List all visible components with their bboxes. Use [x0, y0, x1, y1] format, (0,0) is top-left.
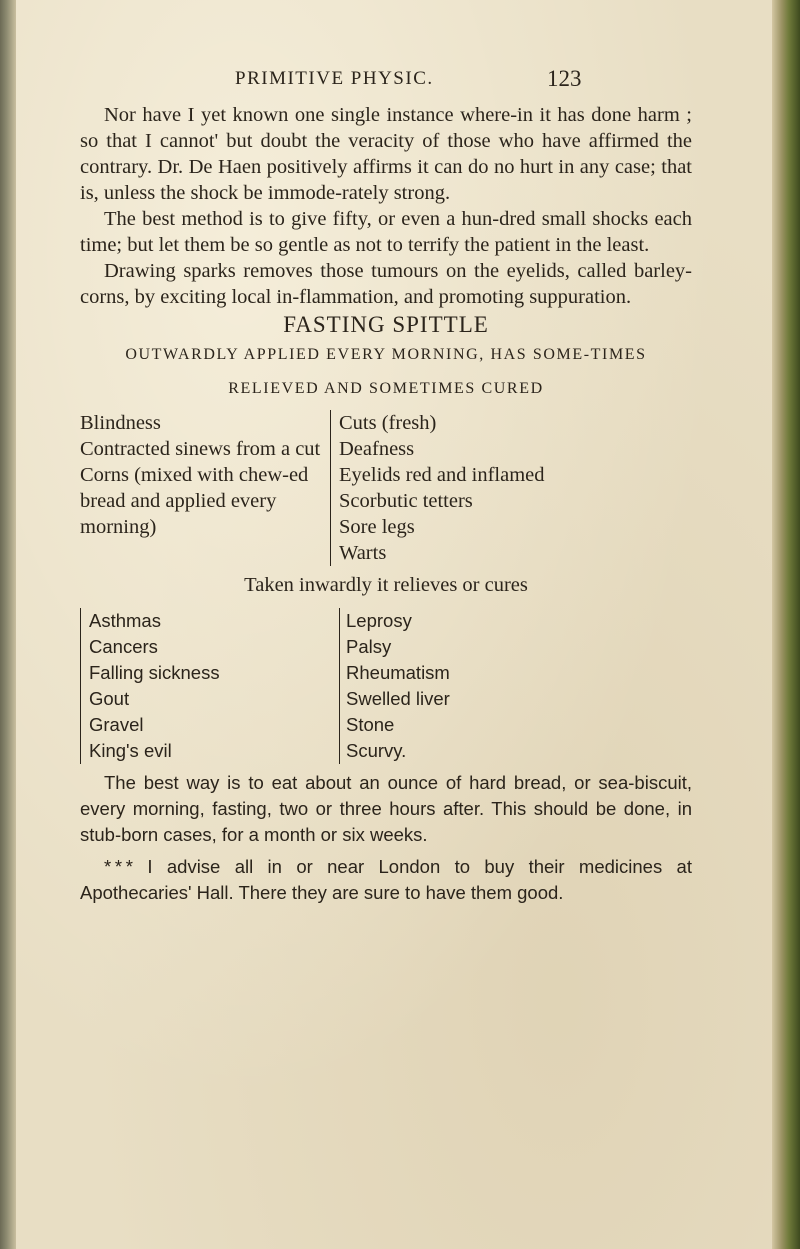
inward-heading: Taken inwardly it relieves or cures	[244, 574, 528, 596]
list-item: Leprosy	[346, 610, 412, 631]
paragraph-3: Drawing sparks removes those tumours on the eyelids, called barley-corns, by exciting local in-flammation, and promoting suppuration.	[80, 260, 692, 308]
list-item: Cuts (fresh)	[339, 412, 437, 434]
page-header	[0, 68, 800, 98]
list-item: Gout	[89, 688, 130, 709]
list-item: Gravel	[89, 714, 144, 735]
list-item: Contracted sinews from a cut	[80, 438, 321, 460]
list-item: Corns (mixed with chew-ed bread and applied every morning)	[80, 464, 309, 538]
list-item: Cancers	[89, 636, 158, 657]
outward-list-right	[331, 410, 545, 566]
list-item: Blindness	[80, 412, 161, 434]
list-item: Scorbutic tetters	[339, 490, 473, 512]
closing-note: * * * I advise all in or near London to buy their medicines at Apothecaries' Hall. There they are sure to have them good.	[80, 856, 692, 903]
page-gutter	[0, 0, 16, 1249]
list-item: King's evil	[89, 740, 172, 761]
page-edge	[772, 0, 800, 1249]
section-heading: FASTING SPITTLE	[283, 312, 489, 337]
running-head: PRIMITIVE PHYSIC.	[235, 68, 434, 89]
closing-paragraph: The best way is to eat about an ounce of hard bread, or sea-biscuit, every morning, fasting, two or three hours after. This should be done, in stub-born cases, for a month or six weeks.	[80, 772, 692, 845]
list-item: Deafness	[339, 438, 415, 460]
inward-remedies-list	[80, 608, 692, 764]
list-item: Warts	[339, 542, 387, 564]
section-subheading: OUTWARDLY APPLIED EVERY MORNING, HAS SOME-TIMES RELIEVED AND SOMETIMES CURED	[125, 346, 647, 397]
inward-list-left	[80, 608, 327, 764]
list-item: Falling sickness	[89, 662, 220, 683]
page-number: 123	[547, 66, 582, 91]
paragraph-1: Nor have I yet known one single instance where-in it has done harm ; so that I cannot' but doubt the veracity of those who have affirmed the contrary. Dr. De Haen positively affirms it can do no hurt in any case; that is, unless the shock be immode-rately strong.	[80, 104, 692, 204]
outward-remedies-list	[80, 410, 692, 566]
page-body	[80, 102, 692, 906]
list-item: Asthmas	[89, 610, 161, 631]
inward-list-right	[339, 608, 450, 764]
list-item: Sore legs	[339, 516, 415, 538]
list-item: Rheumatism	[346, 662, 450, 683]
list-item: Scurvy.	[346, 740, 407, 761]
outward-list-left	[80, 410, 331, 566]
list-item: Stone	[346, 714, 395, 735]
list-item: Palsy	[346, 636, 392, 657]
paragraph-2: The best method is to give fifty, or even a hun-dred small shocks each time; but let them be so gentle as not to terrify the patient in the least.	[80, 208, 692, 256]
list-item: Swelled liver	[346, 688, 450, 709]
list-item: Eyelids red and inflamed	[339, 464, 545, 486]
